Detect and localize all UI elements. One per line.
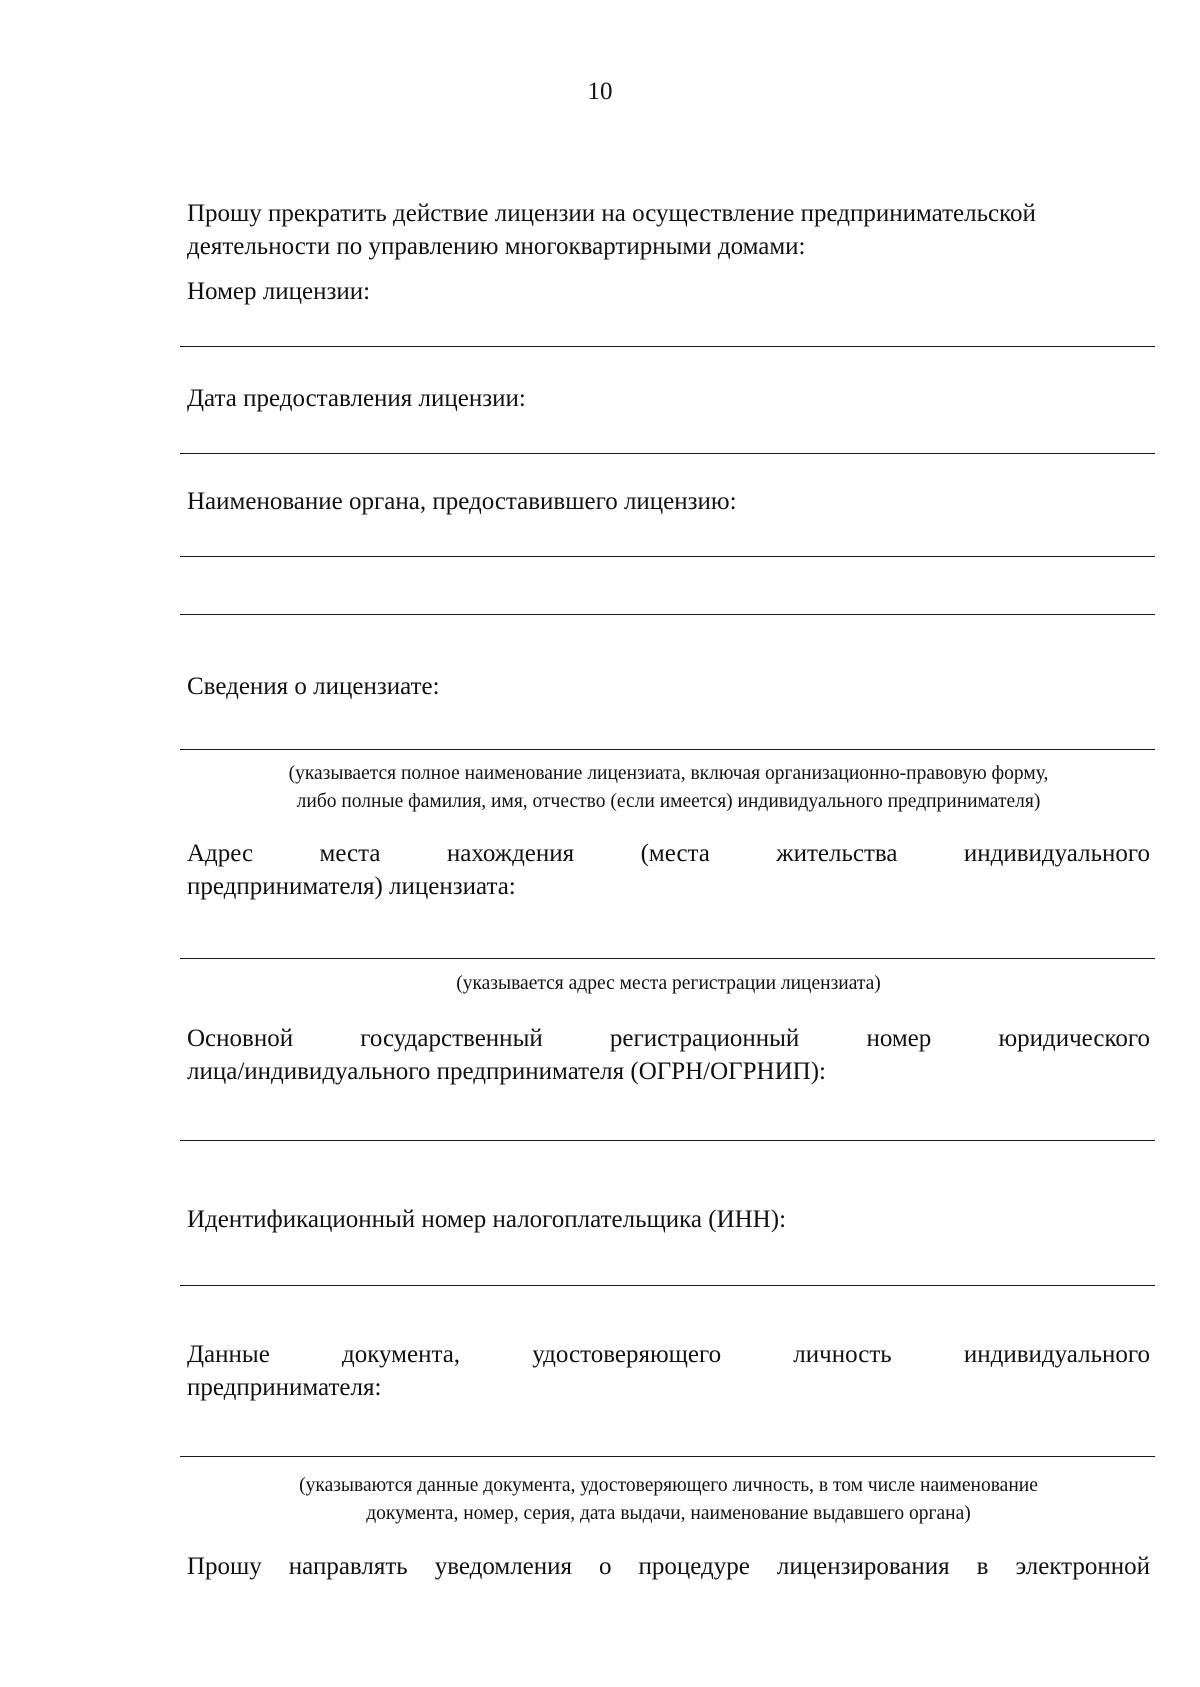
licensee-info-note-1: (указывается полное наименование лицензиата, включая организационно-правовую форму, [288, 763, 1049, 784]
licensee-info-label: Сведения о лицензиате: [187, 673, 440, 700]
ogrn-label-line-2: лица/индивидуального предпринимателя (ОГРН/ОГРНИП): [187, 1058, 826, 1085]
inn-label: Идентификационный номер налогоплательщика (ИНН): [187, 1206, 787, 1233]
ogrn-field[interactable] [180, 1140, 1155, 1141]
address-note: (указывается адрес места регистрации лицензиата) [456, 973, 881, 994]
licensee-info-note-2: либо полные фамилия, имя, отчество (если имеется) индивидуального предпринимателя) [296, 791, 1041, 812]
identity-doc-note-2: документа, номер, серия, дата выдачи, наименование выдавшего органа) [366, 1503, 971, 1524]
license-number-label: Номер лицензии: [187, 278, 371, 305]
identity-doc-label-line-2: предпринимателя: [187, 1374, 382, 1401]
address-field[interactable] [180, 958, 1155, 959]
page-number: 10 [587, 78, 613, 105]
license-date-field[interactable] [180, 453, 1155, 454]
licensee-info-field[interactable] [180, 749, 1155, 750]
license-date-label: Дата предоставления лицензии: [187, 385, 526, 412]
license-number-field[interactable] [180, 346, 1155, 347]
identity-doc-note-1: (указываются данные документа, удостоверяющего личность, в том числе наименование [299, 1475, 1038, 1496]
address-label-line-1: Адрес места нахождения (места жительства индивидуального [187, 840, 1150, 867]
issuing-authority-field-line-2[interactable] [180, 614, 1155, 615]
request-intro: Прошу прекратить действие лицензии на осуществление предпринимательской деятельности по управлению многоквартирными домами: [187, 200, 1036, 260]
issuing-authority-label: Наименование органа, предоставившего лицензию: [187, 488, 737, 515]
address-label-line-2: предпринимателя) лицензиата: [187, 873, 516, 900]
issuing-authority-field-line-1[interactable] [180, 556, 1155, 557]
identity-doc-field[interactable] [180, 1456, 1155, 1457]
closing-request: Прошу направлять уведомления о процедуре лицензирования в электронной [187, 1553, 1150, 1580]
identity-doc-label-line-1: Данные документа, удостоверяющего личность индивидуального [187, 1341, 1150, 1368]
inn-field[interactable] [180, 1285, 1155, 1286]
ogrn-label-line-1: Основной государственный регистрационный номер юридического [187, 1025, 1150, 1052]
